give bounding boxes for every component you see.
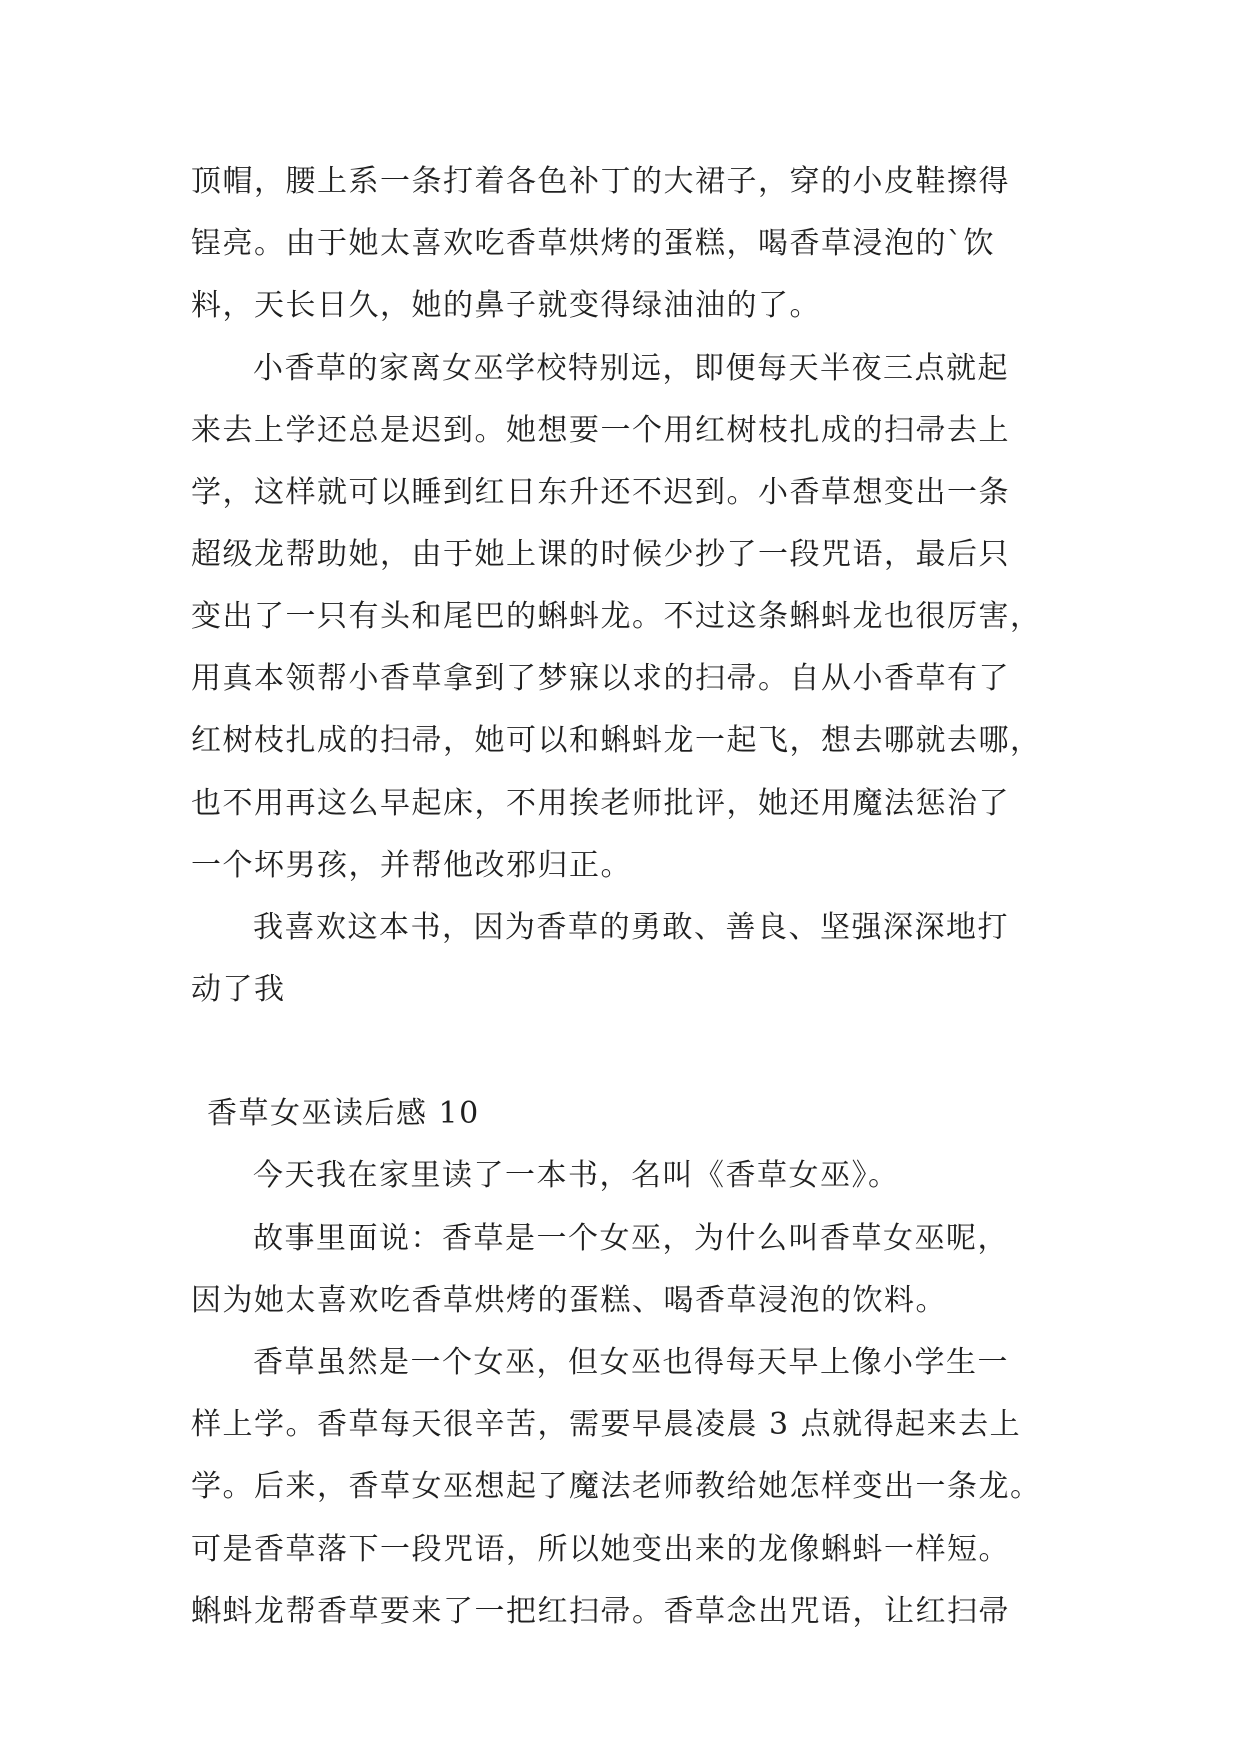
paragraph-line: 锃亮。由于她太喜欢吃香草烘烤的蛋糕，喝香草浸泡的`饮 [191,226,995,261]
paragraph-line: 也不用再这么早起床，不用挨老师批评，她还用魔法惩治了 [191,786,1010,821]
paragraph-line: 我喜欢这本书，因为香草的勇敢、善良、坚强深深地打 [253,910,1009,945]
section-heading: 香草女巫读后感 10 [207,1096,480,1131]
paragraph-line: 故事里面说：香草是一个女巫，为什么叫香草女巫呢， [253,1221,1009,1256]
paragraph-line: 学。后来，香草女巫想起了魔法老师教给她怎样变出一条龙。 [191,1469,1042,1504]
paragraph-line: 用真本领帮小香草拿到了梦寐以求的扫帚。自从小香草有了 [191,661,1010,696]
paragraph-line: 料，天长日久，她的鼻子就变得绿油油的了。 [191,288,821,323]
paragraph-line: 蝌蚪龙帮香草要来了一把红扫帚。香草念出咒语，让红扫帚 [191,1594,1010,1629]
paragraph-line: 学，这样就可以睡到红日东升还不迟到。小香草想变出一条 [191,475,1010,510]
paragraph-line: 超级龙帮助她，由于她上课的时候少抄了一段咒语，最后只 [191,537,1010,572]
paragraph-line: 香草虽然是一个女巫，但女巫也得每天早上像小学生一 [253,1345,1009,1380]
paragraph-line: 因为她太喜欢吃香草烘烤的蛋糕、喝香草浸泡的饮料。 [191,1283,947,1318]
paragraph-line: 样上学。香草每天很辛苦，需要早晨凌晨 3 点就得起来去上 [191,1407,1022,1442]
paragraph-line: 红树枝扎成的扫帚，她可以和蝌蚪龙一起飞，想去哪就去哪， [191,723,1042,758]
paragraph-line: 一个坏男孩，并帮他改邪归正。 [191,848,632,883]
paragraph-line: 今天我在家里读了一本书，名叫《香草女巫》。 [253,1158,900,1193]
paragraph-line: 可是香草落下一段咒语，所以她变出来的龙像蝌蚪一样短。 [191,1532,1010,1567]
paragraph-line: 动了我 [191,972,286,1007]
paragraph-line: 小香草的家离女巫学校特别远，即便每天半夜三点就起 [253,351,1009,386]
paragraph-line: 变出了一只有头和尾巴的蝌蚪龙。不过这条蝌蚪龙也很厉害， [191,599,1042,634]
paragraph-line: 顶帽，腰上系一条打着各色补丁的大裙子，穿的小皮鞋擦得 [191,164,1010,199]
paragraph-line: 来去上学还总是迟到。她想要一个用红树枝扎成的扫帚去上 [191,413,1010,448]
